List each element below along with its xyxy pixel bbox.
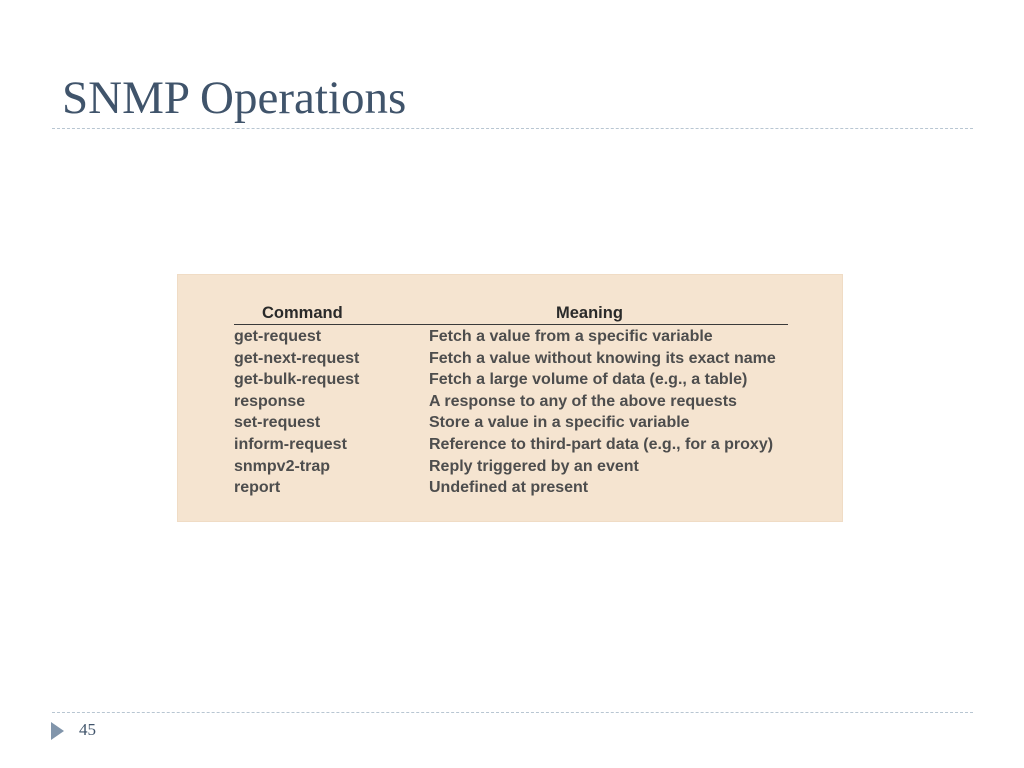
table-header-row <box>234 304 788 325</box>
command-cell: get-request <box>234 328 322 345</box>
command-cell: response <box>234 392 306 410</box>
table-row <box>234 434 788 456</box>
meaning-cell: A response to any of the above requests <box>429 392 737 410</box>
table-row <box>234 477 788 499</box>
table-row <box>234 369 788 391</box>
command-cell: get-next-request <box>234 349 360 367</box>
page-number: 45 <box>79 720 96 739</box>
footer-divider <box>52 712 973 713</box>
meaning-cell: Fetch a value without knowing its exact name <box>429 349 776 367</box>
meaning-cell: Store a value in a specific variable <box>429 414 690 432</box>
header-meaning: Meaning <box>429 304 788 325</box>
table-row <box>234 391 788 413</box>
meaning-cell: Reply triggered by an event <box>429 457 639 475</box>
snmp-commands-figure <box>177 274 843 522</box>
header-command: Command <box>234 304 429 325</box>
table-row <box>234 412 788 434</box>
table-row <box>234 456 788 478</box>
command-cell: get-bulk-request <box>234 371 360 389</box>
slide-title: SNMP Operations <box>62 72 407 124</box>
meaning-cell: Undefined at present <box>429 479 589 497</box>
table-row <box>234 348 788 370</box>
command-cell: report <box>234 479 281 497</box>
table-row <box>234 325 788 348</box>
triangle-right-icon <box>51 722 64 740</box>
meaning-cell: Reference to third-part data (e.g., for a proxy) <box>429 435 774 453</box>
command-cell: snmpv2-trap <box>234 457 331 475</box>
meaning-cell: Fetch a large volume of data (e.g., a table) <box>429 371 748 389</box>
meaning-cell: Fetch a value from a specific variable <box>429 328 713 345</box>
command-cell: set-request <box>234 414 321 432</box>
command-cell: inform-request <box>234 435 347 453</box>
title-divider <box>52 128 973 129</box>
snmp-commands-table <box>234 304 788 499</box>
